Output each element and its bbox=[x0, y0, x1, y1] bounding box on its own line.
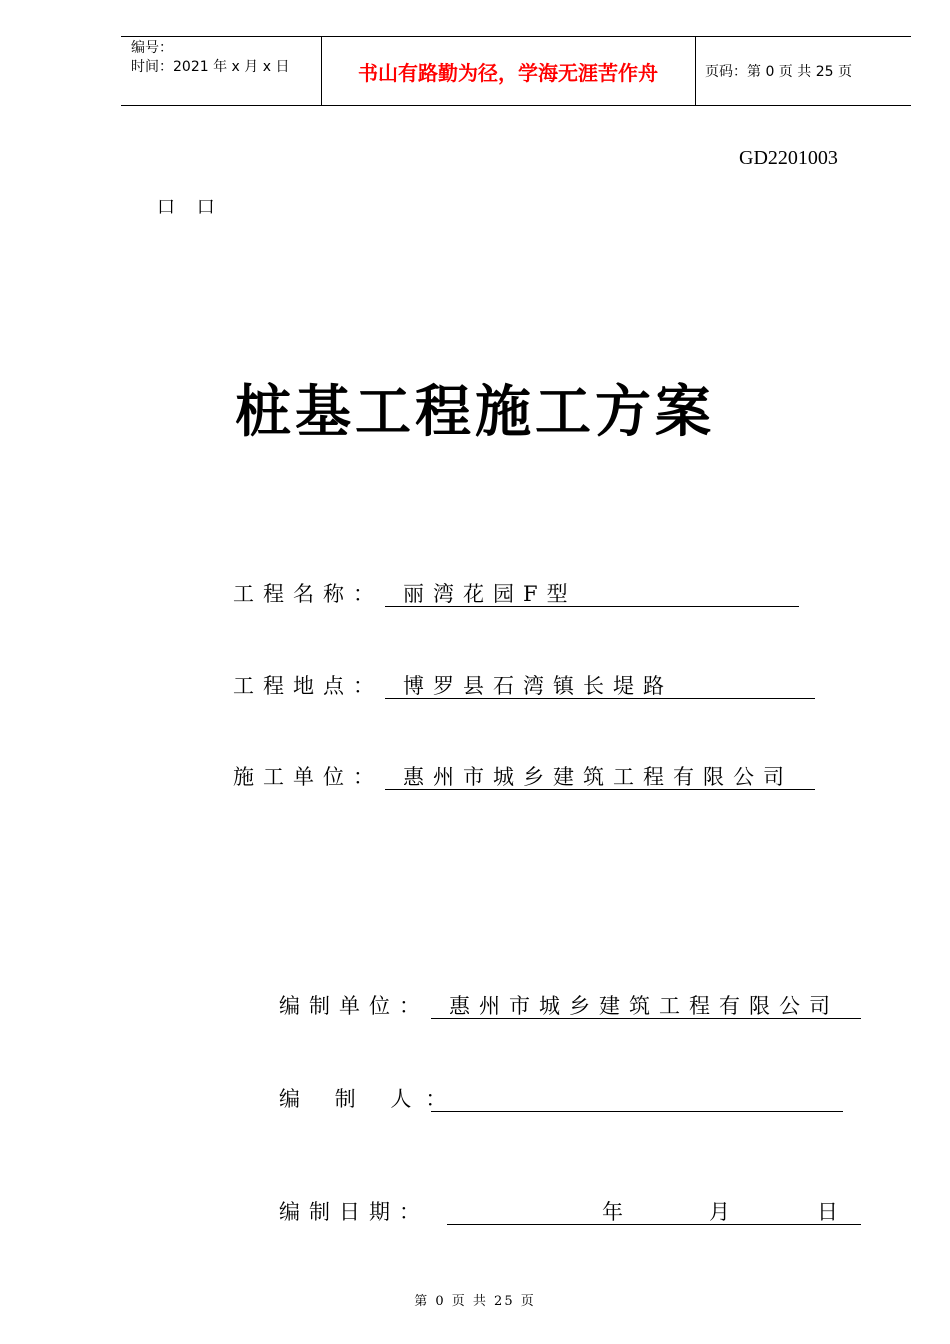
project-site-value: 博罗县石湾镇长堤路 bbox=[385, 670, 815, 699]
header-page-info: 页码：第 0 页 共 25 页 bbox=[705, 64, 852, 80]
construction-unit-field bbox=[233, 761, 793, 791]
compile-date-value bbox=[447, 1196, 861, 1225]
date-day: 日 bbox=[817, 1200, 847, 1224]
project-name-label: 工程名称： bbox=[233, 582, 383, 606]
compiler-field bbox=[279, 1083, 460, 1113]
header-meta bbox=[131, 39, 289, 77]
compile-unit-label: 编制单位： bbox=[279, 994, 429, 1018]
header-number: 编号： bbox=[131, 40, 173, 56]
compiler-label: 编 制 人： bbox=[279, 1087, 461, 1111]
document-code: GD2201003 bbox=[739, 147, 838, 169]
construction-unit-label: 施工单位： bbox=[233, 765, 383, 789]
compiler-value bbox=[431, 1083, 843, 1112]
project-name-field bbox=[233, 578, 577, 608]
construction-unit-value: 惠州市城乡建筑工程有限公司 bbox=[385, 761, 815, 790]
page-footer: 第 0 页 共 25 页 bbox=[414, 1294, 536, 1309]
document-title: 桩基工程施工方案 bbox=[235, 380, 715, 445]
date-year: 年 bbox=[602, 1200, 632, 1224]
project-name-value: 丽湾花园F型 bbox=[385, 578, 799, 607]
compile-date-label: 编制日期： bbox=[279, 1200, 429, 1224]
page-header bbox=[121, 36, 911, 106]
compile-date-field bbox=[279, 1196, 847, 1226]
compile-unit-field bbox=[279, 990, 839, 1020]
header-motto: 书山有路勤为径，学海无涯苦作舟 bbox=[358, 60, 658, 85]
date-month: 月 bbox=[709, 1200, 739, 1224]
placeholder-squares: 口 口 bbox=[157, 197, 223, 218]
compile-unit-value: 惠州市城乡建筑工程有限公司 bbox=[431, 990, 861, 1019]
header-time: 时间：2021 年 x 月 x 日 bbox=[131, 59, 290, 75]
project-site-field bbox=[233, 670, 673, 700]
project-site-label: 工程地点： bbox=[233, 674, 383, 698]
header-divider bbox=[695, 37, 696, 105]
